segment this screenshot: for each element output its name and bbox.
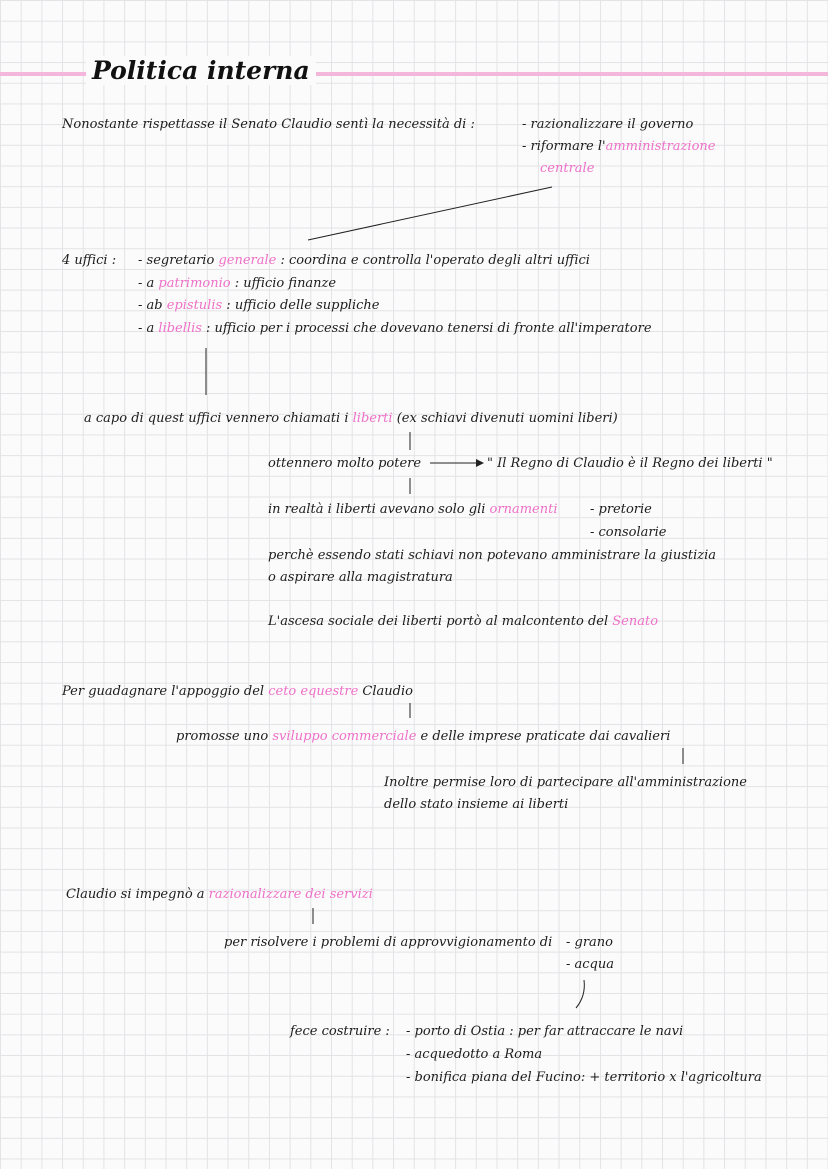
connector-needs-to-uffici <box>308 187 552 240</box>
equestre-line: Per guadagnare l'appoggio del ceto equestre Claudio <box>62 684 413 699</box>
liberti-because-1: perchè essendo stati schiavi non potevano amministrare la giustizia <box>268 548 717 563</box>
built-item: - bonifica piana del Fucino: + territorio x l'agricoltura <box>406 1070 762 1085</box>
liberti-ascent: L'ascesa sociale dei liberti portò al malcontento del Senato <box>268 614 659 629</box>
resource-grano: - grano <box>566 935 614 950</box>
built-label: fece costruire : <box>290 1024 390 1039</box>
need-item-1: - razionalizzare il governo <box>522 117 694 132</box>
liberti-reality: in realtà i liberti avevano solo gli ornamenti <box>268 502 558 517</box>
intro-text: Nonostante rispettasse il Senato Claudio sentì la necessità di : <box>62 117 475 132</box>
equestre-also-1: Inoltre permise loro di partecipare all'amministrazione <box>384 775 747 790</box>
servizi-line: Claudio si impegnò a razionalizzare dei servizi <box>66 887 373 902</box>
equestre-also-2: dello stato insieme ai liberti <box>384 797 569 812</box>
liberti-power: ottennero molto potere <box>268 456 422 471</box>
liberti-quote: " Il Regno di Claudio è il Regno dei liberti " <box>487 456 773 471</box>
ornamento-1: - pretorie <box>590 502 652 517</box>
ufficio-item: - a patrimonio : ufficio finanze <box>138 276 337 291</box>
built-item: - acquedotto a Roma <box>406 1047 543 1062</box>
ufficio-item: - a libellis : ufficio per i processi che dovevano tenersi di fronte all'imperatore <box>138 321 652 336</box>
need-item-2-cont: centrale <box>540 161 595 176</box>
liberti-because-2: o aspirare alla magistratura <box>268 570 453 585</box>
liberti-heading: a capo di quest uffici vennero chiamati i liberti (ex schiavi divenuti uomini liberi) <box>84 411 618 426</box>
need-item-2: - riformare l'amministrazione <box>522 139 716 154</box>
uffici-label: 4 uffici : <box>62 253 117 268</box>
connector-res-to-built <box>576 980 584 1008</box>
ufficio-item: - segretario generale : coordina e controlla l'operato degli altri uffici <box>138 253 590 268</box>
arrow-head <box>476 459 484 467</box>
page-title: Politica interna <box>86 56 316 85</box>
ufficio-item: - ab epistulis : ufficio delle suppliche <box>138 298 380 313</box>
servizi-solve: per risolvere i problemi di approvvigionamento di <box>224 935 553 950</box>
ornamento-2: - consolarie <box>590 525 667 540</box>
equestre-promo: promosse uno sviluppo commerciale e delle imprese praticate dai cavalieri <box>176 729 671 744</box>
resource-acqua: - acqua <box>566 957 615 972</box>
built-item: - porto di Ostia : per far attraccare le navi <box>406 1024 684 1039</box>
